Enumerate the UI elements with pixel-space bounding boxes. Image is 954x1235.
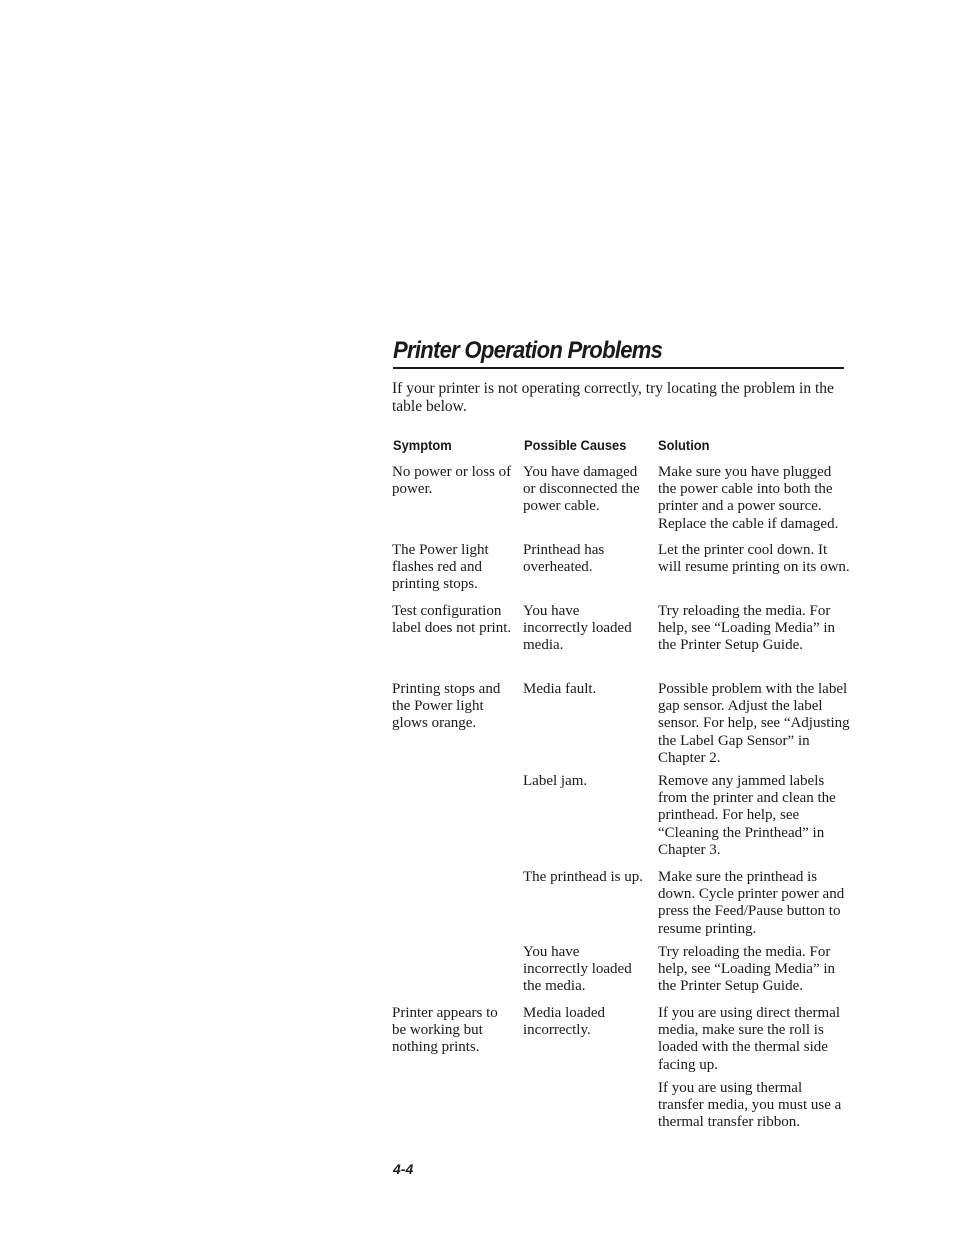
section-heading	[393, 336, 844, 369]
row-1-symptom: No power or loss of power.	[392, 464, 512, 498]
row-2-symptom: The Power light flashes red and printing stops.	[392, 542, 489, 593]
row-4-cause: Media fault.	[523, 681, 597, 697]
row-3-cause: You have incorrectly loaded media.	[523, 603, 632, 654]
row-8-solution: If you are using direct thermal media, make sure the roll is loaded with the thermal side facing up.	[658, 1005, 841, 1073]
column-header-solution: Solution	[658, 437, 710, 453]
section-title: Printer Operation Problems	[393, 337, 663, 364]
row-5-solution: Remove any jammed labels from the printer and clean the printhead. For help, see “Cleaning the Printhead” in Chapter 3.	[658, 773, 836, 858]
row-7-cause: You have incorrectly loaded the media.	[523, 944, 632, 995]
row-2-solution: Let the printer cool down. It will resume printing on its own.	[658, 542, 850, 576]
row-9-solution: If you are using thermal transfer media, you must use a thermal transfer ribbon.	[658, 1080, 842, 1131]
row-5-cause: Label jam.	[523, 773, 588, 789]
row-4-solution: Possible problem with the label gap sensor. Adjust the label sensor. For help, see “Adjusting the Label Gap Sensor” in Chapter 2.	[658, 681, 850, 766]
row-3-solution: Try reloading the media. For help, see “Loading Media” in the Printer Setup Guide.	[658, 603, 836, 654]
intro-paragraph: If your printer is not operating correctly, try locating the problem in the table below.	[392, 380, 834, 415]
row-1-cause: You have damaged or disconnected the power cable.	[523, 464, 640, 515]
row-2-cause: Printhead has overheated.	[523, 542, 605, 576]
row-7-solution: Try reloading the media. For help, see “Loading Media” in the Printer Setup Guide.	[658, 944, 836, 995]
row-3-symptom: Test configuration label does not print.	[392, 603, 512, 637]
row-8-cause: Media loaded incorrectly.	[523, 1005, 606, 1039]
page-number: 4-4	[393, 1161, 414, 1177]
row-8-symptom: Printer appears to be working but nothing prints.	[392, 1005, 498, 1056]
row-1-solution: Make sure you have plugged the power cable into both the printer and a power source. Replace the cable if damaged.	[658, 464, 839, 532]
row-4-symptom: Printing stops and the Power light glows orange.	[392, 681, 501, 732]
column-header-symptom: Symptom	[393, 437, 452, 453]
row-6-cause: The printhead is up.	[523, 869, 643, 885]
row-6-solution: Make sure the printhead is down. Cycle printer power and press the Feed/Pause button to resume printing.	[658, 869, 845, 937]
column-header-possible-causes: Possible Causes	[524, 437, 627, 453]
